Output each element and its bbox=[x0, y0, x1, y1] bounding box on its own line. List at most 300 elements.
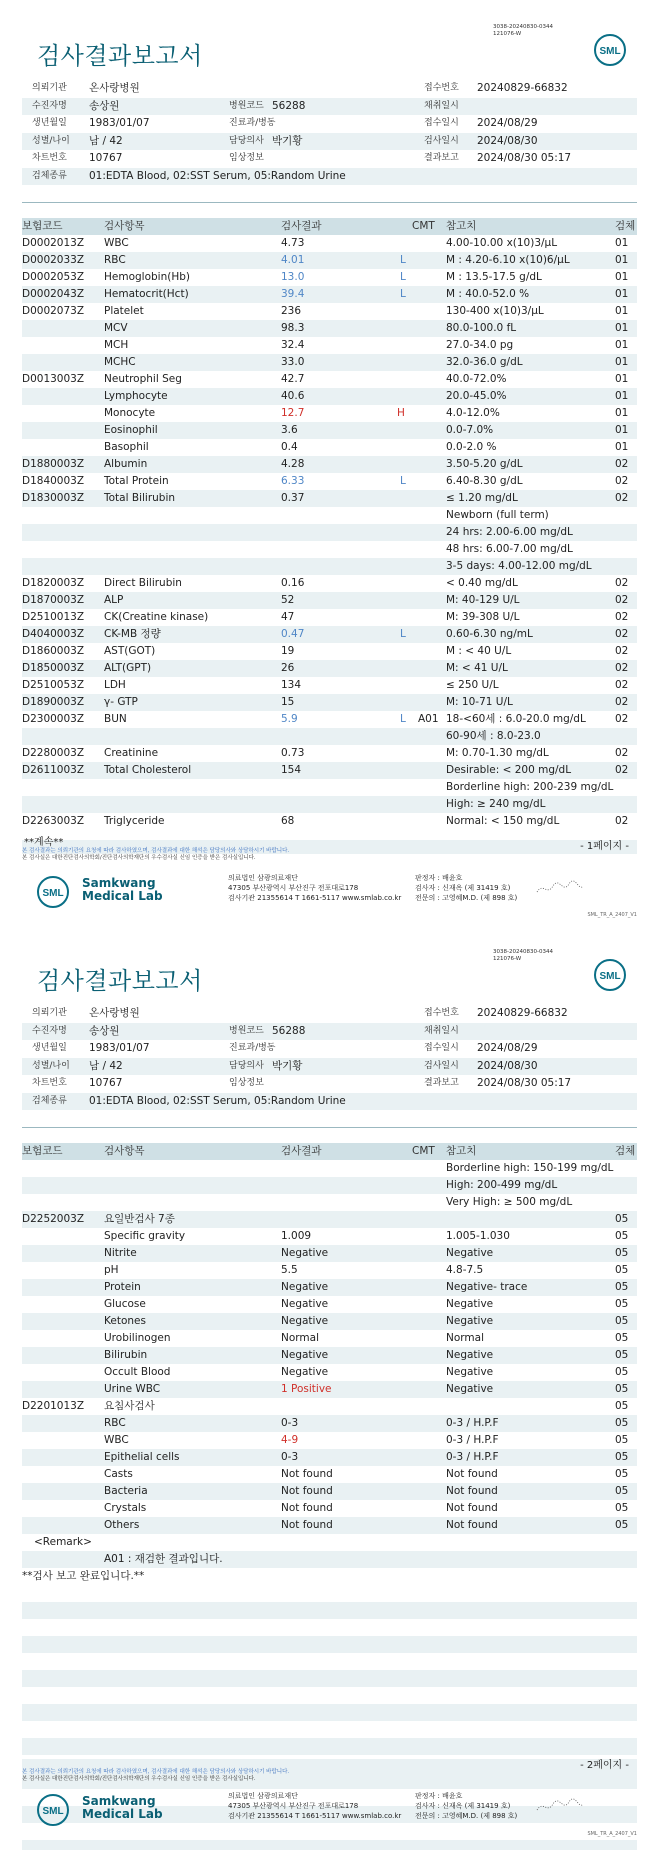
table-row bbox=[22, 405, 637, 422]
cell-specimen: 01 bbox=[615, 356, 629, 368]
cell-item: RBC bbox=[104, 254, 126, 266]
cell-reference: Negative bbox=[446, 1366, 494, 1378]
cell-item: MCH bbox=[104, 339, 129, 351]
table-row bbox=[22, 473, 637, 490]
disclaimer: 본 검사결과는 의뢰기관의 요청에 따라 검사하였으며, 검사결과에 대한 해석은 담당의사와 상담하시기 바랍니다. 본 검사실은 대한진단검사의학회/진단검사의학재단의 우수검사실 신임 인증을 받은 검사실입니다. bbox=[22, 848, 290, 861]
table-row bbox=[22, 1432, 637, 1449]
cell-specimen: 05 bbox=[615, 1383, 629, 1395]
cell-item: Protein bbox=[104, 1281, 141, 1293]
cell-specimen: 01 bbox=[615, 407, 629, 419]
cell-reference: 0-3 / H.P.F bbox=[446, 1434, 499, 1446]
cell-result: Negative bbox=[281, 1281, 329, 1293]
blank-row bbox=[22, 1840, 637, 1850]
table-row bbox=[22, 1517, 637, 1534]
table-row bbox=[22, 575, 637, 592]
cell-specimen: 05 bbox=[615, 1451, 629, 1463]
cell-specimen: 02 bbox=[615, 492, 629, 504]
cell-reference: 4.8-7.5 bbox=[446, 1264, 484, 1276]
table-row bbox=[22, 1398, 637, 1415]
org-info: 의료법인 삼광의료재단 47305 부산광역시 부산진구 전포대로178 검사기관 21355614 T 1661-5117 www.smlab.co.kr bbox=[228, 1792, 402, 1820]
cell-specimen: 02 bbox=[615, 458, 629, 470]
info-row: 차트번호 10767 임상정보 결과보고 2024/08/30 05:17 bbox=[32, 152, 572, 164]
cell-reference: Borderline high: 200-239 mg/dL bbox=[446, 781, 614, 793]
cell-result: Not found bbox=[281, 1519, 333, 1531]
table-row bbox=[22, 609, 637, 626]
cell-reference: 0.0-7.0% bbox=[446, 424, 494, 436]
cell-specimen: 05 bbox=[615, 1468, 629, 1480]
table-row bbox=[22, 762, 637, 779]
cell-code: D2300003Z bbox=[22, 713, 85, 725]
cell-item: Creatinine bbox=[104, 747, 159, 759]
cell-reference: Negative bbox=[446, 1298, 494, 1310]
cell-reference: M: 39-308 U/L bbox=[446, 611, 520, 623]
document-id: 3038-20240830-0344 121076-W bbox=[493, 949, 553, 962]
cell-result: 47 bbox=[281, 611, 295, 623]
cell-specimen: 02 bbox=[615, 628, 629, 640]
cell-item: Bacteria bbox=[104, 1485, 148, 1497]
cell-item: LDH bbox=[104, 679, 126, 691]
table-header: 보험코드 검사항목 검사결과 CMT 참고치 검체 bbox=[22, 218, 637, 235]
blank-row bbox=[22, 1704, 637, 1721]
cell-specimen: 02 bbox=[615, 577, 629, 589]
cell-result: 1.009 bbox=[281, 1230, 312, 1242]
table-row bbox=[22, 1313, 637, 1330]
cell-result: 4-9 bbox=[281, 1434, 299, 1446]
table-row bbox=[22, 1228, 637, 1245]
cell-specimen: 01 bbox=[615, 288, 629, 300]
cell-specimen: 05 bbox=[615, 1417, 629, 1429]
cell-reference: ≤ 250 U/L bbox=[446, 679, 499, 691]
info-row: 생년월일 1983/01/07 진료과/병동 접수일시 2024/08/29 bbox=[32, 117, 538, 129]
org-info: 의료법인 삼광의료재단 47305 부산광역시 부산진구 전포대로178 검사기관 21355614 T 1661-5117 www.smlab.co.kr bbox=[228, 874, 402, 902]
cell-reference: Not found bbox=[446, 1485, 498, 1497]
cell-code: D2252003Z bbox=[22, 1213, 85, 1225]
cell-reference: 27.0-34.0 pg bbox=[446, 339, 514, 351]
cell-result: 5.5 bbox=[281, 1264, 298, 1276]
table-row bbox=[22, 1330, 637, 1347]
table-row bbox=[22, 677, 637, 694]
cell-specimen: 02 bbox=[615, 662, 629, 674]
table-body bbox=[22, 1160, 637, 1534]
info-row: 차트번호 10767 임상정보 결과보고 2024/08/30 05:17 bbox=[32, 1077, 572, 1089]
table-row bbox=[22, 779, 637, 796]
cell-specimen: 01 bbox=[615, 254, 629, 266]
cell-result: 0.4 bbox=[281, 441, 298, 453]
blank-row bbox=[22, 1653, 637, 1670]
cell-item: Occult Blood bbox=[104, 1366, 171, 1378]
remark-row: A01 : 재검한 결과입니다. bbox=[22, 1551, 637, 1568]
cell-reference: Normal: < 150 mg/dL bbox=[446, 815, 560, 827]
signatories: 판정자 : 배윤호 검사자 : 신재옥 (제 31419 호) 전문의 : 고영혜M.D. (제 898 호) bbox=[415, 1792, 518, 1820]
cell-result: 236 bbox=[281, 305, 302, 317]
cell-reference: 0-3 / H.P.F bbox=[446, 1451, 499, 1463]
continued-label: **계속** bbox=[24, 837, 64, 848]
info-row: 수진자명 송상원 병원코드 56288 채취일시 bbox=[22, 1023, 637, 1041]
cell-reference: Normal bbox=[446, 1332, 484, 1344]
cell-item: Monocyte bbox=[104, 407, 156, 419]
cell-result: 42.7 bbox=[281, 373, 305, 385]
table-row bbox=[22, 728, 637, 745]
table-row bbox=[22, 1415, 637, 1432]
cell-flag: H bbox=[397, 407, 405, 419]
cell-specimen: 01 bbox=[615, 305, 629, 317]
blank-row bbox=[22, 1602, 637, 1619]
report-title: 검사결과보고서 bbox=[37, 42, 203, 70]
cell-reference: Not found bbox=[446, 1502, 498, 1514]
cell-item: ALP bbox=[104, 594, 124, 606]
cell-flag: L bbox=[400, 271, 406, 283]
cell-reference: M : 40.0-52.0 % bbox=[446, 288, 530, 300]
cell-result: 134 bbox=[281, 679, 302, 691]
table-row bbox=[22, 269, 637, 286]
cell-reference: 3-5 days: 4.00-12.00 mg/dL bbox=[446, 560, 592, 572]
patient-info bbox=[22, 80, 637, 185]
cell-reference: Negative bbox=[446, 1383, 494, 1395]
table-row bbox=[22, 1245, 637, 1262]
cell-code: D1840003Z bbox=[22, 475, 85, 487]
cell-reference: 24 hrs: 2.00-6.00 mg/dL bbox=[446, 526, 573, 538]
cell-specimen: 05 bbox=[615, 1502, 629, 1514]
table-header: 보험코드 검사항목 검사결과 CMT 참고치 검체 bbox=[22, 1143, 637, 1160]
table-row bbox=[22, 320, 637, 337]
signature bbox=[535, 878, 585, 898]
svg-text:SML: SML bbox=[599, 971, 621, 982]
blank-row bbox=[22, 1636, 637, 1653]
cell-reference: 32.0-36.0 g/dL bbox=[446, 356, 523, 368]
cell-specimen: 02 bbox=[615, 764, 629, 776]
table-row bbox=[22, 643, 637, 660]
cell-reference: 4.0-12.0% bbox=[446, 407, 500, 419]
report-title: 검사결과보고서 bbox=[37, 967, 203, 995]
cell-result: 19 bbox=[281, 645, 295, 657]
svg-text:SML: SML bbox=[599, 46, 621, 57]
cell-reference: Borderline high: 150-199 mg/dL bbox=[446, 1162, 614, 1174]
cell-reference: High: ≥ 240 mg/dL bbox=[446, 798, 546, 810]
sml-logo bbox=[592, 957, 628, 993]
cell-result: 33.0 bbox=[281, 356, 305, 368]
cell-result: 4.28 bbox=[281, 458, 305, 470]
table-row bbox=[22, 558, 637, 575]
cell-code: D0002043Z bbox=[22, 288, 85, 300]
cell-reference: 60-90세 : 8.0-23.0 bbox=[446, 730, 541, 742]
cell-item: Epithelial cells bbox=[104, 1451, 180, 1463]
page-number: - 1페이지 - bbox=[580, 841, 629, 852]
document-id: 3038-20240830-0344 121076-W bbox=[493, 24, 553, 37]
cell-specimen: 02 bbox=[615, 611, 629, 623]
cell-reference: Negative- trace bbox=[446, 1281, 528, 1293]
table-row bbox=[22, 1466, 637, 1483]
cell-specimen: 01 bbox=[615, 441, 629, 453]
cell-reference: High: 200-499 mg/dL bbox=[446, 1179, 558, 1191]
cell-result: 0-3 bbox=[281, 1417, 299, 1429]
form-version: SML_TR_A_2407_V1 bbox=[587, 912, 637, 918]
cell-flag: L bbox=[400, 628, 406, 640]
cell-code: D0002013Z bbox=[22, 237, 85, 249]
patient-info bbox=[22, 1005, 637, 1110]
cell-specimen: 05 bbox=[615, 1519, 629, 1531]
cell-specimen: 02 bbox=[615, 679, 629, 691]
table-row bbox=[22, 541, 637, 558]
cell-specimen: 02 bbox=[615, 645, 629, 657]
table-row bbox=[22, 694, 637, 711]
cell-reference: 1.005-1.030 bbox=[446, 1230, 510, 1242]
cell-item: Urine WBC bbox=[104, 1383, 161, 1395]
cell-item: Ketones bbox=[104, 1315, 146, 1327]
cell-reference: 130-400 x(10)3/μL bbox=[446, 305, 544, 317]
cell-specimen: 02 bbox=[615, 747, 629, 759]
table-row bbox=[22, 456, 637, 473]
cell-item: WBC bbox=[104, 1434, 129, 1446]
cell-code: D4040003Z bbox=[22, 628, 85, 640]
cell-item: Triglyceride bbox=[104, 815, 165, 827]
info-row: 의뢰기관 온사랑병원 접수번호 20240829-66832 bbox=[32, 1007, 568, 1019]
table-row bbox=[22, 1483, 637, 1500]
cell-specimen: 05 bbox=[615, 1315, 629, 1327]
cell-result: Not found bbox=[281, 1502, 333, 1514]
cell-flag: L bbox=[400, 713, 406, 725]
cell-code: D1870003Z bbox=[22, 594, 85, 606]
cell-result: 12.7 bbox=[281, 407, 305, 419]
info-row: 의뢰기관 온사랑병원 접수번호 20240829-66832 bbox=[32, 82, 568, 94]
cell-item: Others bbox=[104, 1519, 140, 1531]
blank-row bbox=[22, 1585, 637, 1602]
cell-code: D1860003Z bbox=[22, 645, 85, 657]
cell-specimen: 01 bbox=[615, 390, 629, 402]
cell-code: D2263003Z bbox=[22, 815, 85, 827]
cell-result: 26 bbox=[281, 662, 295, 674]
cell-reference: Negative bbox=[446, 1315, 494, 1327]
cell-specimen: 05 bbox=[615, 1485, 629, 1497]
table-row bbox=[22, 337, 637, 354]
cell-specimen: 05 bbox=[615, 1400, 629, 1412]
info-row: 성별/나이 남 / 42 담당의사 박기황 검사일시 2024/08/30 bbox=[22, 133, 637, 151]
cell-reference: < 0.40 mg/dL bbox=[446, 577, 518, 589]
table-row bbox=[22, 1500, 637, 1517]
cell-item: RBC bbox=[104, 1417, 126, 1429]
cell-flag: L bbox=[400, 254, 406, 266]
info-row: 성별/나이 남 / 42 담당의사 박기황 검사일시 2024/08/30 bbox=[22, 1058, 637, 1076]
table-row bbox=[22, 507, 637, 524]
table-row bbox=[22, 1262, 637, 1279]
cell-code: D0002053Z bbox=[22, 271, 85, 283]
cell-item: CK(Creatine kinase) bbox=[104, 611, 209, 623]
cell-code: D0002033Z bbox=[22, 254, 85, 266]
cell-result: 39.4 bbox=[281, 288, 305, 300]
cell-specimen: 05 bbox=[615, 1213, 629, 1225]
cell-reference: 6.40-8.30 g/dL bbox=[446, 475, 523, 487]
cell-result: Not found bbox=[281, 1468, 333, 1480]
cell-reference: 40.0-72.0% bbox=[446, 373, 507, 385]
cell-item: CK-MB 정량 bbox=[104, 628, 161, 640]
table-row bbox=[22, 371, 637, 388]
table-row bbox=[22, 303, 637, 320]
svg-text:SML: SML bbox=[42, 1806, 64, 1817]
cell-result: 0.16 bbox=[281, 577, 305, 589]
cell-code: D2280003Z bbox=[22, 747, 85, 759]
cell-item: Urobilinogen bbox=[104, 1332, 171, 1344]
cell-code: D2510013Z bbox=[22, 611, 85, 623]
cell-result: Negative bbox=[281, 1349, 329, 1361]
cell-item: MCV bbox=[104, 322, 128, 334]
cell-item: Glucose bbox=[104, 1298, 146, 1310]
cell-specimen: 02 bbox=[615, 594, 629, 606]
table-row bbox=[22, 1177, 637, 1194]
cell-specimen: 02 bbox=[615, 713, 629, 725]
cell-reference: M: < 41 U/L bbox=[446, 662, 508, 674]
cell-reference: Newborn (full term) bbox=[446, 509, 549, 521]
cell-item: Hematocrit(Hct) bbox=[104, 288, 189, 300]
form-version: SML_TR_A_2407_V1 bbox=[587, 1831, 637, 1837]
cell-item: Platelet bbox=[104, 305, 144, 317]
table-row bbox=[22, 1296, 637, 1313]
cell-reference: ≤ 1.20 mg/dL bbox=[446, 492, 518, 504]
cell-item: Eosinophil bbox=[104, 424, 158, 436]
cell-specimen: 02 bbox=[615, 696, 629, 708]
blank-row bbox=[22, 1738, 637, 1755]
cell-flag: L bbox=[400, 288, 406, 300]
cell-reference: Negative bbox=[446, 1247, 494, 1259]
cell-specimen: 01 bbox=[615, 373, 629, 385]
cell-cmt: A01 bbox=[418, 713, 439, 725]
cell-specimen: 05 bbox=[615, 1332, 629, 1344]
table-row bbox=[22, 1194, 637, 1211]
table-row bbox=[22, 490, 637, 507]
cell-result: 4.73 bbox=[281, 237, 305, 249]
complete-row: **검사 보고 완료입니다.** bbox=[22, 1570, 145, 1582]
cell-result: 52 bbox=[281, 594, 295, 606]
cell-reference: Desirable: < 200 mg/dL bbox=[446, 764, 572, 776]
cell-specimen: 01 bbox=[615, 271, 629, 283]
table-row bbox=[22, 1364, 637, 1381]
results-table bbox=[22, 218, 637, 830]
table-row bbox=[22, 1279, 637, 1296]
cell-result: Negative bbox=[281, 1366, 329, 1378]
cell-result: 6.33 bbox=[281, 475, 305, 487]
cell-code: D1850003Z bbox=[22, 662, 85, 674]
svg-text:SML: SML bbox=[42, 888, 64, 899]
cell-reference: 3.50-5.20 g/dL bbox=[446, 458, 523, 470]
cell-result: 154 bbox=[281, 764, 302, 776]
blank-row bbox=[22, 1670, 637, 1687]
cell-code: D2201013Z bbox=[22, 1400, 85, 1412]
blank-row bbox=[22, 1619, 637, 1636]
results-table bbox=[22, 1143, 637, 1850]
cell-result: 4.01 bbox=[281, 254, 305, 266]
disclaimer: 본 검사결과는 의뢰기관의 요청에 따라 검사하였으며, 검사결과에 대한 해석은 담당의사와 상담하시기 바랍니다. 본 검사실은 대한진단검사의학회/진단검사의학재단의 우수검사실 신임 인증을 받은 검사실입니다. bbox=[22, 1769, 290, 1782]
table-row bbox=[22, 1211, 637, 1228]
cell-result: Negative bbox=[281, 1315, 329, 1327]
cell-item: Lymphocyte bbox=[104, 390, 168, 402]
cell-item: Neutrophil Seg bbox=[104, 373, 182, 385]
brand-name: Samkwang Medical Lab bbox=[82, 876, 163, 903]
cell-result: Negative bbox=[281, 1247, 329, 1259]
cell-result: Not found bbox=[281, 1485, 333, 1497]
cell-specimen: 02 bbox=[615, 475, 629, 487]
cell-reference: 80.0-100.0 fL bbox=[446, 322, 517, 334]
cell-specimen: 01 bbox=[615, 339, 629, 351]
cell-reference: Very High: ≥ 500 mg/dL bbox=[446, 1196, 573, 1208]
cell-code: D2510053Z bbox=[22, 679, 85, 691]
cell-result: 68 bbox=[281, 815, 295, 827]
cell-result: 0.47 bbox=[281, 628, 305, 640]
cell-code: D0013003Z bbox=[22, 373, 85, 385]
cell-item: Basophil bbox=[104, 441, 149, 453]
cell-code: D0002073Z bbox=[22, 305, 85, 317]
table-row bbox=[22, 592, 637, 609]
report-page-2 bbox=[0, 925, 655, 1850]
cell-result: 32.4 bbox=[281, 339, 305, 351]
remark-row: <Remark> bbox=[34, 1536, 92, 1548]
info-row: 검체종류 01:EDTA Blood, 02:SST Serum, 05:Random Urine bbox=[22, 168, 637, 186]
table-row bbox=[22, 524, 637, 541]
table-row bbox=[22, 286, 637, 303]
cell-result: 0.37 bbox=[281, 492, 305, 504]
table-row bbox=[22, 813, 637, 830]
cell-result: 40.6 bbox=[281, 390, 305, 402]
table-row bbox=[22, 660, 637, 677]
cell-specimen: 02 bbox=[615, 815, 629, 827]
cell-result: 98.3 bbox=[281, 322, 305, 334]
cell-item: Nitrite bbox=[104, 1247, 137, 1259]
cell-result: Normal bbox=[281, 1332, 319, 1344]
info-row: 생년월일 1983/01/07 진료과/병동 접수일시 2024/08/29 bbox=[32, 1042, 538, 1054]
cell-specimen: 05 bbox=[615, 1349, 629, 1361]
cell-reference: M : 4.20-6.10 x(10)6/μL bbox=[446, 254, 570, 266]
cell-result: 1 Positive bbox=[281, 1383, 332, 1395]
cell-code: D1890003Z bbox=[22, 696, 85, 708]
cell-reference: Not found bbox=[446, 1519, 498, 1531]
cell-specimen: 01 bbox=[615, 322, 629, 334]
page-number: - 2페이지 - bbox=[580, 1760, 629, 1771]
cell-code: D2611003Z bbox=[22, 764, 85, 776]
signature bbox=[535, 1796, 585, 1816]
cell-specimen: 05 bbox=[615, 1281, 629, 1293]
cell-reference: 0.0-2.0 % bbox=[446, 441, 497, 453]
cell-specimen: 01 bbox=[615, 424, 629, 436]
cell-result: Negative bbox=[281, 1298, 329, 1310]
cell-code: D1830003Z bbox=[22, 492, 85, 504]
info-row: 검체종류 01:EDTA Blood, 02:SST Serum, 05:Random Urine bbox=[22, 1093, 637, 1111]
cell-reference: 20.0-45.0% bbox=[446, 390, 507, 402]
cell-item: Crystals bbox=[104, 1502, 147, 1514]
table-row bbox=[22, 252, 637, 269]
cell-code: D1880003Z bbox=[22, 458, 85, 470]
cell-item: Total Protein bbox=[104, 475, 169, 487]
cell-reference: M : < 40 U/L bbox=[446, 645, 512, 657]
cell-result: 0.73 bbox=[281, 747, 305, 759]
cell-item: AST(GOT) bbox=[104, 645, 156, 657]
cell-item: Direct Bilirubin bbox=[104, 577, 182, 589]
cell-item: Albumin bbox=[104, 458, 148, 470]
cell-item: BUN bbox=[104, 713, 127, 725]
cell-item: pH bbox=[104, 1264, 119, 1276]
cell-specimen: 05 bbox=[615, 1434, 629, 1446]
cell-reference: 0.60-6.30 ng/mL bbox=[446, 628, 533, 640]
cell-item: Casts bbox=[104, 1468, 133, 1480]
table-row bbox=[22, 354, 637, 371]
cell-code: D1820003Z bbox=[22, 577, 85, 589]
cell-specimen: 01 bbox=[615, 237, 629, 249]
cell-item: Specific gravity bbox=[104, 1230, 186, 1242]
divider bbox=[22, 1127, 637, 1128]
cell-flag: L bbox=[400, 475, 406, 487]
table-row bbox=[22, 388, 637, 405]
cell-result: 0-3 bbox=[281, 1451, 299, 1463]
cell-item: MCHC bbox=[104, 356, 136, 368]
cell-result: 3.6 bbox=[281, 424, 298, 436]
cell-specimen: 05 bbox=[615, 1298, 629, 1310]
cell-specimen: 05 bbox=[615, 1366, 629, 1378]
